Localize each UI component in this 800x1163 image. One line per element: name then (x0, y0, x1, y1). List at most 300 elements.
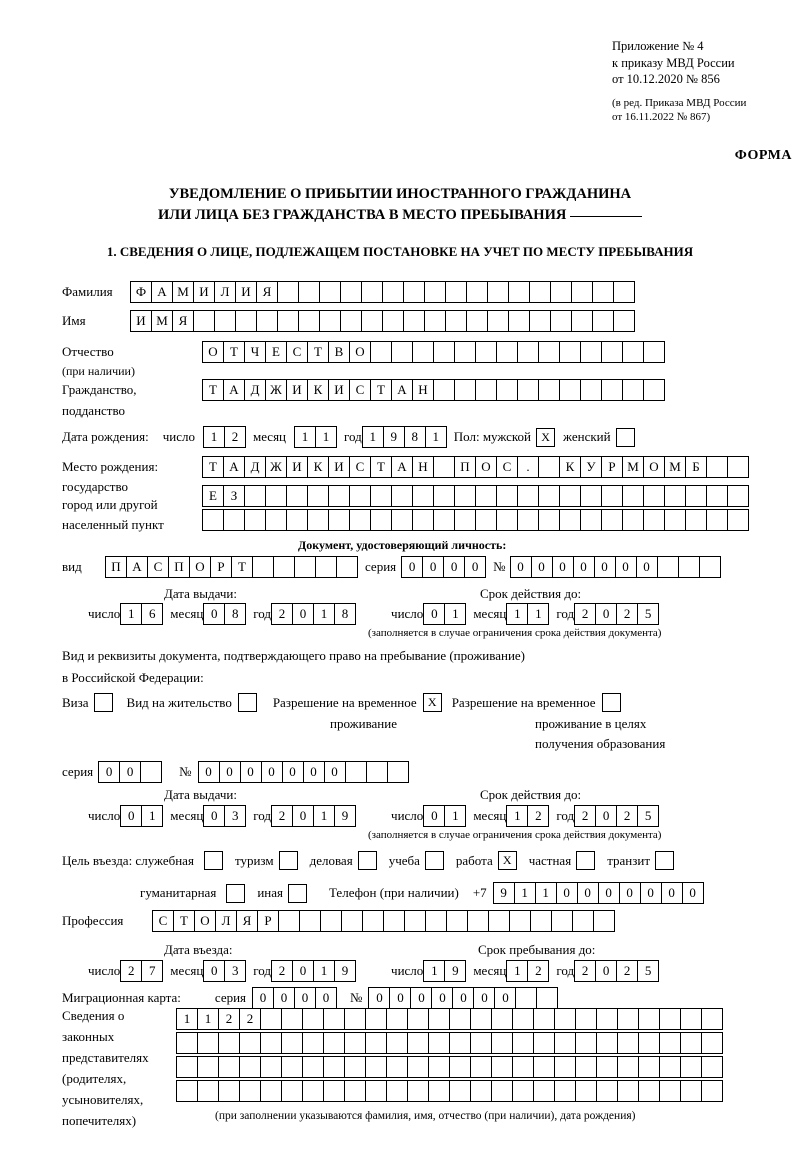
char-cell[interactable] (323, 1008, 345, 1030)
char-cell[interactable] (319, 281, 341, 303)
char-cell[interactable] (403, 310, 425, 332)
char-cell[interactable]: О (194, 910, 216, 932)
residence-permit-checkbox[interactable] (238, 693, 257, 712)
char-cell[interactable] (349, 485, 371, 507)
char-cell[interactable] (382, 281, 404, 303)
char-cell[interactable] (512, 1008, 534, 1030)
surname-input[interactable] (130, 281, 634, 303)
char-cell[interactable]: 0 (252, 987, 274, 1009)
char-cell[interactable] (575, 1056, 597, 1078)
char-cell[interactable]: 1 (120, 603, 142, 625)
char-cell[interactable]: 1 (444, 603, 466, 625)
migration-card-series-input[interactable] (252, 987, 336, 1009)
char-cell[interactable] (550, 310, 572, 332)
char-cell[interactable] (286, 485, 308, 507)
char-cell[interactable] (538, 509, 560, 531)
char-cell[interactable]: Ж (265, 456, 287, 478)
char-cell[interactable]: 0 (464, 556, 486, 578)
char-cell[interactable] (515, 987, 537, 1009)
char-cell[interactable] (433, 341, 455, 363)
char-cell[interactable] (302, 1008, 324, 1030)
char-cell[interactable]: Т (223, 341, 245, 363)
char-cell[interactable]: 0 (423, 603, 445, 625)
char-cell[interactable]: Р (210, 556, 232, 578)
birth-month-input[interactable] (294, 426, 336, 448)
char-cell[interactable] (467, 910, 489, 932)
char-cell[interactable] (256, 310, 278, 332)
char-cell[interactable]: 2 (574, 805, 596, 827)
char-cell[interactable] (391, 485, 413, 507)
legal-rep-input-1[interactable] (176, 1008, 722, 1030)
education-residence-checkbox[interactable] (602, 693, 621, 712)
char-cell[interactable] (344, 1032, 366, 1054)
char-cell[interactable]: 2 (527, 805, 549, 827)
char-cell[interactable] (445, 310, 467, 332)
char-cell[interactable]: Н (412, 456, 434, 478)
char-cell[interactable]: 0 (282, 761, 304, 783)
char-cell[interactable] (659, 1056, 681, 1078)
char-cell[interactable] (550, 281, 572, 303)
char-cell[interactable] (446, 910, 468, 932)
char-cell[interactable] (218, 1056, 240, 1078)
char-cell[interactable]: 0 (401, 556, 423, 578)
char-cell[interactable] (361, 310, 383, 332)
char-cell[interactable]: Т (370, 456, 392, 478)
char-cell[interactable]: 0 (552, 556, 574, 578)
char-cell[interactable] (449, 1032, 471, 1054)
entry-day-input[interactable] (120, 960, 162, 982)
char-cell[interactable] (140, 761, 162, 783)
char-cell[interactable]: М (622, 456, 644, 478)
char-cell[interactable] (488, 910, 510, 932)
char-cell[interactable] (508, 310, 530, 332)
char-cell[interactable] (176, 1032, 198, 1054)
char-cell[interactable]: 0 (240, 761, 262, 783)
char-cell[interactable]: Т (202, 456, 224, 478)
char-cell[interactable] (664, 509, 686, 531)
char-cell[interactable]: 0 (292, 960, 314, 982)
char-cell[interactable] (622, 485, 644, 507)
char-cell[interactable]: 2 (616, 603, 638, 625)
stay-month-input[interactable] (506, 960, 548, 982)
char-cell[interactable] (433, 456, 455, 478)
char-cell[interactable] (701, 1008, 723, 1030)
char-cell[interactable]: М (172, 281, 194, 303)
char-cell[interactable] (277, 281, 299, 303)
char-cell[interactable] (239, 1032, 261, 1054)
char-cell[interactable]: О (643, 456, 665, 478)
char-cell[interactable] (580, 485, 602, 507)
char-cell[interactable]: К (307, 379, 329, 401)
char-cell[interactable] (530, 910, 552, 932)
char-cell[interactable]: 1 (425, 426, 447, 448)
char-cell[interactable] (328, 485, 350, 507)
char-cell[interactable] (580, 509, 602, 531)
char-cell[interactable] (559, 485, 581, 507)
char-cell[interactable]: 0 (423, 805, 445, 827)
char-cell[interactable] (659, 1032, 681, 1054)
char-cell[interactable]: 1 (203, 426, 225, 448)
char-cell[interactable] (538, 341, 560, 363)
entry-year-input[interactable] (271, 960, 355, 982)
char-cell[interactable] (638, 1080, 660, 1102)
legal-rep-input-3[interactable] (176, 1056, 722, 1078)
char-cell[interactable] (680, 1008, 702, 1030)
char-cell[interactable] (278, 910, 300, 932)
char-cell[interactable]: 0 (273, 987, 295, 1009)
char-cell[interactable] (529, 310, 551, 332)
char-cell[interactable] (592, 310, 614, 332)
char-cell[interactable] (433, 379, 455, 401)
char-cell[interactable]: 9 (493, 882, 515, 904)
char-cell[interactable] (362, 910, 384, 932)
char-cell[interactable]: С (286, 341, 308, 363)
char-cell[interactable]: И (235, 281, 257, 303)
char-cell[interactable]: К (559, 456, 581, 478)
char-cell[interactable]: 1 (313, 805, 335, 827)
char-cell[interactable]: Ж (265, 379, 287, 401)
char-cell[interactable]: 1 (423, 960, 445, 982)
char-cell[interactable] (218, 1032, 240, 1054)
char-cell[interactable] (701, 1056, 723, 1078)
char-cell[interactable]: 7 (141, 960, 163, 982)
document-series-input[interactable] (401, 556, 485, 578)
purpose-private-checkbox[interactable] (576, 851, 595, 870)
char-cell[interactable]: 0 (203, 805, 225, 827)
char-cell[interactable] (365, 1056, 387, 1078)
char-cell[interactable]: 0 (452, 987, 474, 1009)
char-cell[interactable] (496, 341, 518, 363)
char-cell[interactable] (320, 910, 342, 932)
char-cell[interactable]: 1 (506, 960, 528, 982)
char-cell[interactable] (596, 1032, 618, 1054)
char-cell[interactable]: 5 (637, 960, 659, 982)
char-cell[interactable] (449, 1080, 471, 1102)
char-cell[interactable]: 2 (218, 1008, 240, 1030)
char-cell[interactable] (336, 556, 358, 578)
char-cell[interactable] (265, 485, 287, 507)
char-cell[interactable] (575, 1032, 597, 1054)
char-cell[interactable] (239, 1080, 261, 1102)
char-cell[interactable] (685, 509, 707, 531)
char-cell[interactable]: Н (412, 379, 434, 401)
char-cell[interactable] (407, 1056, 429, 1078)
char-cell[interactable] (575, 1080, 597, 1102)
char-cell[interactable]: 0 (368, 987, 390, 1009)
char-cell[interactable] (659, 1080, 681, 1102)
char-cell[interactable]: А (391, 379, 413, 401)
char-cell[interactable]: 1 (315, 426, 337, 448)
char-cell[interactable]: 0 (261, 761, 283, 783)
visa-checkbox[interactable] (94, 693, 113, 712)
char-cell[interactable]: 0 (292, 603, 314, 625)
char-cell[interactable] (554, 1032, 576, 1054)
char-cell[interactable]: 0 (294, 987, 316, 1009)
doc-issue-year-input[interactable] (271, 603, 355, 625)
char-cell[interactable]: 9 (334, 960, 356, 982)
char-cell[interactable] (193, 310, 215, 332)
sex-male-checkbox[interactable]: X (536, 428, 555, 447)
char-cell[interactable] (509, 910, 531, 932)
char-cell[interactable] (307, 485, 329, 507)
char-cell[interactable]: 1 (197, 1008, 219, 1030)
char-cell[interactable]: Т (173, 910, 195, 932)
char-cell[interactable]: Д (244, 456, 266, 478)
char-cell[interactable] (349, 509, 371, 531)
char-cell[interactable] (727, 509, 749, 531)
char-cell[interactable]: Е (265, 341, 287, 363)
doc-issue-day-input[interactable] (120, 603, 162, 625)
char-cell[interactable] (659, 1008, 681, 1030)
char-cell[interactable] (412, 485, 434, 507)
char-cell[interactable]: 0 (636, 556, 658, 578)
char-cell[interactable] (407, 1008, 429, 1030)
char-cell[interactable]: 1 (527, 603, 549, 625)
char-cell[interactable]: 2 (527, 960, 549, 982)
name-input[interactable] (130, 310, 634, 332)
char-cell[interactable] (559, 379, 581, 401)
char-cell[interactable] (622, 509, 644, 531)
char-cell[interactable]: Р (257, 910, 279, 932)
char-cell[interactable] (617, 1080, 639, 1102)
char-cell[interactable] (281, 1080, 303, 1102)
char-cell[interactable]: 0 (661, 882, 683, 904)
char-cell[interactable]: 2 (574, 603, 596, 625)
char-cell[interactable] (370, 485, 392, 507)
char-cell[interactable] (554, 1008, 576, 1030)
char-cell[interactable] (391, 509, 413, 531)
char-cell[interactable]: И (328, 379, 350, 401)
char-cell[interactable] (491, 1056, 513, 1078)
char-cell[interactable] (407, 1080, 429, 1102)
char-cell[interactable] (517, 341, 539, 363)
char-cell[interactable]: Я (256, 281, 278, 303)
char-cell[interactable]: 0 (494, 987, 516, 1009)
char-cell[interactable]: 0 (422, 556, 444, 578)
char-cell[interactable]: 0 (595, 960, 617, 982)
char-cell[interactable]: 1 (294, 426, 316, 448)
char-cell[interactable]: 1 (362, 426, 384, 448)
char-cell[interactable]: В (328, 341, 350, 363)
char-cell[interactable] (470, 1056, 492, 1078)
char-cell[interactable] (517, 509, 539, 531)
char-cell[interactable] (286, 509, 308, 531)
permit-issue-month-input[interactable] (203, 805, 245, 827)
char-cell[interactable] (571, 310, 593, 332)
char-cell[interactable] (176, 1056, 198, 1078)
purpose-tourism-checkbox[interactable] (279, 851, 298, 870)
char-cell[interactable] (508, 281, 530, 303)
char-cell[interactable] (596, 1008, 618, 1030)
char-cell[interactable]: 0 (324, 761, 346, 783)
char-cell[interactable] (699, 556, 721, 578)
doc-valid-day-input[interactable] (423, 603, 465, 625)
char-cell[interactable] (613, 281, 635, 303)
char-cell[interactable] (340, 281, 362, 303)
char-cell[interactable] (491, 1008, 513, 1030)
char-cell[interactable] (298, 281, 320, 303)
temporary-residence-checkbox[interactable]: X (423, 693, 442, 712)
char-cell[interactable] (223, 509, 245, 531)
char-cell[interactable] (197, 1032, 219, 1054)
char-cell[interactable] (533, 1056, 555, 1078)
char-cell[interactable]: 0 (473, 987, 495, 1009)
char-cell[interactable]: А (223, 379, 245, 401)
char-cell[interactable] (244, 485, 266, 507)
char-cell[interactable]: 0 (556, 882, 578, 904)
char-cell[interactable] (449, 1008, 471, 1030)
char-cell[interactable]: 3 (224, 805, 246, 827)
permit-valid-day-input[interactable] (423, 805, 465, 827)
char-cell[interactable] (617, 1008, 639, 1030)
char-cell[interactable] (678, 556, 700, 578)
char-cell[interactable] (370, 341, 392, 363)
char-cell[interactable]: С (152, 910, 174, 932)
char-cell[interactable] (302, 1056, 324, 1078)
char-cell[interactable] (596, 1080, 618, 1102)
char-cell[interactable] (361, 281, 383, 303)
permit-valid-year-input[interactable] (574, 805, 658, 827)
char-cell[interactable] (323, 1032, 345, 1054)
char-cell[interactable]: 0 (98, 761, 120, 783)
char-cell[interactable] (701, 1080, 723, 1102)
char-cell[interactable] (706, 485, 728, 507)
char-cell[interactable] (345, 761, 367, 783)
char-cell[interactable] (239, 1056, 261, 1078)
char-cell[interactable]: А (391, 456, 413, 478)
char-cell[interactable]: 0 (443, 556, 465, 578)
char-cell[interactable]: 1 (313, 960, 335, 982)
char-cell[interactable]: Р (601, 456, 623, 478)
char-cell[interactable]: 2 (224, 426, 246, 448)
char-cell[interactable] (433, 509, 455, 531)
char-cell[interactable] (298, 310, 320, 332)
char-cell[interactable] (622, 341, 644, 363)
char-cell[interactable] (680, 1032, 702, 1054)
char-cell[interactable] (386, 1008, 408, 1030)
char-cell[interactable] (536, 987, 558, 1009)
char-cell[interactable]: Т (370, 379, 392, 401)
char-cell[interactable] (176, 1080, 198, 1102)
char-cell[interactable] (554, 1080, 576, 1102)
char-cell[interactable]: 2 (239, 1008, 261, 1030)
char-cell[interactable] (680, 1056, 702, 1078)
char-cell[interactable]: 2 (271, 805, 293, 827)
char-cell[interactable]: 1 (141, 805, 163, 827)
purpose-other-checkbox[interactable] (288, 884, 307, 903)
char-cell[interactable]: 0 (682, 882, 704, 904)
char-cell[interactable]: Л (214, 281, 236, 303)
char-cell[interactable] (428, 1080, 450, 1102)
char-cell[interactable] (197, 1080, 219, 1102)
char-cell[interactable]: М (151, 310, 173, 332)
char-cell[interactable]: 1 (535, 882, 557, 904)
char-cell[interactable] (449, 1056, 471, 1078)
char-cell[interactable] (517, 485, 539, 507)
char-cell[interactable]: П (454, 456, 476, 478)
char-cell[interactable]: К (307, 456, 329, 478)
char-cell[interactable] (571, 281, 593, 303)
purpose-transit-checkbox[interactable] (655, 851, 674, 870)
char-cell[interactable] (366, 761, 388, 783)
char-cell[interactable]: А (223, 456, 245, 478)
char-cell[interactable] (260, 1056, 282, 1078)
char-cell[interactable]: П (105, 556, 127, 578)
char-cell[interactable]: А (126, 556, 148, 578)
char-cell[interactable]: 9 (334, 805, 356, 827)
char-cell[interactable] (643, 509, 665, 531)
char-cell[interactable] (593, 910, 615, 932)
char-cell[interactable]: О (349, 341, 371, 363)
profession-input[interactable] (152, 910, 614, 932)
char-cell[interactable] (538, 485, 560, 507)
char-cell[interactable] (386, 1080, 408, 1102)
char-cell[interactable]: 3 (224, 960, 246, 982)
char-cell[interactable] (496, 509, 518, 531)
char-cell[interactable] (412, 509, 434, 531)
char-cell[interactable] (580, 341, 602, 363)
char-cell[interactable] (454, 509, 476, 531)
char-cell[interactable]: 1 (514, 882, 536, 904)
char-cell[interactable] (601, 509, 623, 531)
char-cell[interactable] (454, 341, 476, 363)
char-cell[interactable] (512, 1032, 534, 1054)
permit-issue-year-input[interactable] (271, 805, 355, 827)
char-cell[interactable] (596, 1056, 618, 1078)
char-cell[interactable] (294, 556, 316, 578)
char-cell[interactable]: Т (202, 379, 224, 401)
char-cell[interactable]: 0 (203, 603, 225, 625)
char-cell[interactable]: 0 (431, 987, 453, 1009)
char-cell[interactable] (638, 1056, 660, 1078)
char-cell[interactable] (407, 1032, 429, 1054)
char-cell[interactable] (517, 379, 539, 401)
char-cell[interactable]: 2 (616, 960, 638, 982)
char-cell[interactable] (551, 910, 573, 932)
char-cell[interactable]: 0 (203, 960, 225, 982)
char-cell[interactable] (454, 379, 476, 401)
char-cell[interactable]: О (202, 341, 224, 363)
char-cell[interactable] (643, 485, 665, 507)
char-cell[interactable] (572, 910, 594, 932)
char-cell[interactable]: А (151, 281, 173, 303)
char-cell[interactable]: 9 (444, 960, 466, 982)
char-cell[interactable] (466, 281, 488, 303)
char-cell[interactable] (382, 310, 404, 332)
char-cell[interactable] (496, 485, 518, 507)
char-cell[interactable] (404, 910, 426, 932)
char-cell[interactable]: Б (685, 456, 707, 478)
purpose-business-checkbox[interactable] (358, 851, 377, 870)
char-cell[interactable] (580, 379, 602, 401)
char-cell[interactable] (344, 1008, 366, 1030)
char-cell[interactable] (617, 1032, 639, 1054)
char-cell[interactable] (433, 485, 455, 507)
citizenship-input[interactable] (202, 379, 664, 401)
char-cell[interactable]: 6 (141, 603, 163, 625)
char-cell[interactable]: 0 (594, 556, 616, 578)
char-cell[interactable]: Л (215, 910, 237, 932)
char-cell[interactable] (470, 1080, 492, 1102)
char-cell[interactable] (218, 1080, 240, 1102)
char-cell[interactable] (496, 379, 518, 401)
char-cell[interactable] (365, 1032, 387, 1054)
char-cell[interactable]: 1 (444, 805, 466, 827)
char-cell[interactable] (559, 509, 581, 531)
char-cell[interactable] (428, 1008, 450, 1030)
char-cell[interactable] (197, 1056, 219, 1078)
char-cell[interactable]: 0 (410, 987, 432, 1009)
